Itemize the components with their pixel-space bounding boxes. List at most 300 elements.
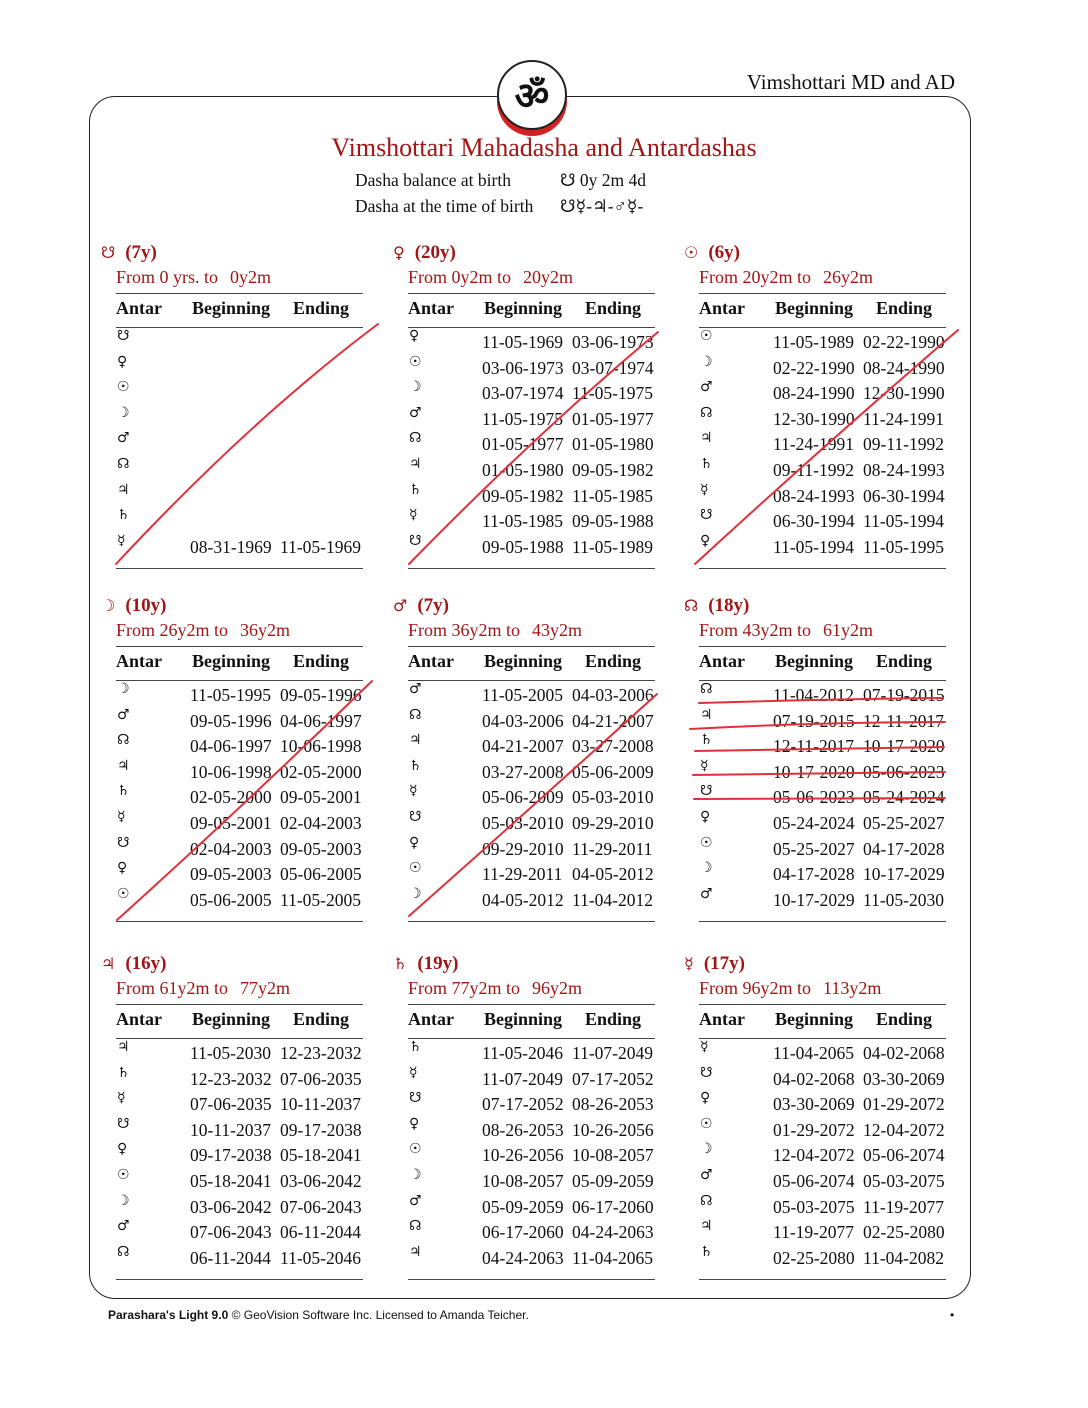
beginning-date: 08-26-2053 [482,1119,564,1140]
table-row [116,353,366,384]
table-row [408,456,658,486]
page-title: Vimshottari Mahadasha and Antardashas [331,133,757,162]
table-row [699,706,949,737]
table-row [699,532,949,563]
ending-date: 11-04-2082 [863,1247,945,1268]
block-years: (17y) [703,953,745,974]
block-range [408,620,582,641]
beginning-date: 11-05-1985 [482,511,564,532]
balance-value: ☋ 0y 2m 4d [560,170,647,190]
ending-date: 11-05-2005 [280,889,362,910]
block-years: (18y) [708,595,750,616]
ending-date: 09-11-1992 [863,434,945,455]
beginning-date: 03-27-2008 [482,761,564,782]
beginning-date: 02-25-2080 [773,1247,855,1268]
table-row [116,809,366,839]
planet-icon: ♃ [409,1243,422,1260]
ending-date: 11-07-2049 [572,1043,654,1063]
planet-icon: ☽ [117,681,130,697]
divider [408,1038,655,1039]
beginning-date: 12-23-2032 [190,1068,272,1089]
table-row [408,732,658,762]
beginning-date: 05-24-2024 [773,813,855,833]
table-row [408,706,658,737]
planet-icon: ♄ [393,954,408,973]
beginning-date: 09-17-2038 [190,1145,272,1166]
block-from: From 61y2m to [116,978,229,998]
block-heading [101,953,167,975]
block-from: From 0y2m to [408,267,512,287]
beginning-date: 12-11-2017 [773,736,855,757]
table-row [116,404,366,435]
planet-icon: ♂ [700,885,713,902]
col-antar: Antar [699,1009,745,1029]
ending-date: 09-05-1982 [572,460,654,480]
table-row [116,1218,366,1248]
ending-date: 10-08-2057 [572,1145,654,1166]
block-to: 113y2m [823,978,882,998]
col-beginning: Beginning [484,651,563,671]
ending-date: 04-05-2012 [572,864,654,885]
beginning-date: 11-05-1975 [482,408,564,429]
col-beginning: Beginning [484,298,563,318]
table-row [116,456,366,486]
block-range [408,267,573,288]
ending-date: 01-29-2072 [863,1094,945,1115]
planet-icon: ☽ [117,1192,130,1209]
ending-date: 10-11-2037 [280,1094,362,1115]
planet-icon: ☽ [409,1167,422,1183]
table-row [116,1141,366,1171]
planet-icon: ☿ [409,783,418,800]
dasha-block [393,242,658,572]
table-row [116,706,366,737]
block-to: 0y2m [230,267,272,287]
ending-date: 11-05-1985 [572,485,654,506]
table-row [699,1064,949,1095]
table-row [116,732,366,762]
divider [408,680,655,681]
block-heading [393,953,459,975]
planet-icon: ♀ [700,1090,711,1107]
ending-date: 12-04-2072 [863,1119,945,1140]
ending-date: 05-06-2074 [863,1145,945,1166]
divider [116,680,363,681]
divider [408,568,655,569]
block-years: (7y) [125,242,157,263]
ending-date: 05-06-2023 [863,761,945,782]
col-beginning: Beginning [192,1009,271,1029]
divider [408,1279,655,1280]
planet-icon: ☿ [409,1064,418,1081]
col-ending: Ending [293,298,350,318]
planet-icon: ☋ [117,328,130,344]
block-years: (10y) [125,595,167,616]
planet-icon: ☊ [117,456,130,472]
table-row [408,1192,658,1223]
block-heading [684,953,745,975]
ending-date: 08-24-1990 [863,357,945,378]
beginning-date: 11-07-2049 [482,1068,564,1089]
table-row [116,885,366,916]
beginning-date: 09-11-1992 [773,460,855,480]
beginning-date: 02-22-1990 [773,357,855,378]
ending-date: 11-05-2046 [280,1247,362,1268]
table-row [699,1090,949,1120]
planet-icon: ☽ [700,353,713,370]
block-range [699,978,881,999]
planet-icon: ☿ [117,532,126,549]
planet-icon: ☋ [117,1115,130,1132]
table-row [116,507,366,537]
divider [699,327,946,328]
planet-icon: ♀ [700,809,711,825]
dasha-block [684,595,949,925]
table-row [699,1115,949,1146]
ending-date: 02-22-1990 [863,332,945,352]
ending-date: 12-23-2032 [280,1043,362,1063]
planet-icon: ☉ [684,243,699,262]
planet-icon: ☽ [409,379,422,396]
planet-icon: ☊ [700,681,713,697]
table-row [408,404,658,435]
table-row [116,1192,366,1223]
planet-icon: ♀ [117,1141,128,1158]
table-row [408,1115,658,1146]
ending-date: 03-06-2042 [280,1171,362,1191]
ending-date: 07-06-2043 [280,1196,362,1217]
beginning-date: 09-05-2001 [190,813,272,833]
table-row [408,681,658,711]
block-range [116,620,290,641]
table-row [699,681,949,711]
col-ending: Ending [293,1009,350,1029]
footer-text: © GeoVision Software Inc. Licensed to Amanda Teicher. [228,1308,529,1322]
planet-icon: ☿ [700,757,709,774]
planet-icon: ☉ [700,1115,713,1132]
block-heading [101,595,167,617]
table-row [116,834,366,865]
beginning-date: 07-17-2052 [482,1094,564,1115]
ending-date: 11-05-1995 [863,536,945,557]
planet-icon: ♀ [409,1115,420,1132]
table-row [699,1192,949,1223]
beginning-date: 04-03-2006 [482,710,564,731]
divider [699,568,946,569]
table-row [699,732,949,762]
beginning-date: 07-19-2015 [773,710,855,731]
block-from: From 43y2m to [699,620,812,640]
table-row [699,834,949,865]
planet-icon: ♃ [700,430,713,447]
planet-icon: ☋ [409,532,422,549]
planet-icon: ☉ [700,328,713,344]
ending-date: 09-05-2001 [280,787,362,808]
table-row [116,1115,366,1146]
table-row [116,757,366,788]
beginning-date: 08-31-1969 [190,536,272,557]
planet-icon: ♄ [117,1064,130,1081]
divider [699,921,946,922]
col-beginning: Beginning [192,298,271,318]
beginning-date: 01-29-2072 [773,1119,855,1140]
planet-icon: ☋ [409,809,422,825]
planet-icon: ☉ [409,1141,422,1158]
planet-icon: ♄ [700,732,713,749]
planet-icon: ☊ [117,1243,130,1260]
table-row [408,1167,658,1197]
table-row [408,1218,658,1248]
dasha-block [684,953,949,1283]
block-range [699,267,873,288]
divider [699,680,946,681]
planet-icon: ♃ [117,1039,130,1055]
block-from: From 77y2m to [408,978,521,998]
dasha-block [393,595,658,925]
beginning-date: 06-11-2044 [190,1247,272,1268]
table-row [699,328,949,358]
table-row [116,1243,366,1274]
dasha-block [684,242,949,572]
beginning-date: 06-17-2060 [482,1222,564,1243]
table-row [116,532,366,563]
block-from: From 96y2m to [699,978,812,998]
planet-icon: ♂ [393,596,408,615]
ending-date: 12-11-2017 [863,710,945,731]
dasha-block [101,595,366,925]
divider [408,327,655,328]
ending-date: 01-05-1977 [572,408,654,429]
col-ending: Ending [876,298,933,318]
table-row [699,809,949,839]
beginning-date: 04-17-2028 [773,864,855,885]
block-from: From 20y2m to [699,267,812,287]
table-row [408,1243,658,1274]
table-row [408,481,658,512]
beginning-date: 05-06-2074 [773,1171,855,1191]
ending-date: 04-24-2063 [572,1222,654,1243]
table-row [408,1090,658,1120]
planet-icon: ☋ [700,783,713,800]
planet-icon: ♄ [409,1039,422,1055]
divider [699,293,946,294]
divider [116,1038,363,1039]
block-years: (6y) [708,242,740,263]
table-row [408,1141,658,1171]
planet-icon: ☽ [117,404,130,421]
beginning-date: 07-06-2035 [190,1094,272,1115]
table-row [116,1090,366,1120]
ending-date: 11-29-2011 [572,838,653,859]
ending-date: 11-05-1975 [572,383,654,404]
time-label: Dasha at the time of birth [355,196,534,216]
beginning-date: 09-29-2010 [482,838,564,859]
divider [116,1004,363,1005]
planet-icon: ♀ [117,353,128,370]
block-years: (7y) [417,595,449,616]
beginning-date: 04-02-2068 [773,1068,855,1089]
divider [408,921,655,922]
ending-date: 06-30-1994 [863,485,945,506]
planet-icon: ☊ [409,1218,422,1235]
block-years: (20y) [414,242,456,263]
col-antar: Antar [699,298,745,318]
beginning-date: 12-04-2072 [773,1145,855,1166]
table-row [699,1141,949,1171]
dasha-block [101,242,366,572]
table-row [116,681,366,711]
planet-icon: ♂ [117,1218,130,1235]
planet-icon: ♂ [700,379,713,396]
planet-icon: ♂ [117,430,130,447]
divider [116,327,363,328]
beginning-date: 11-05-1995 [190,685,272,705]
col-ending: Ending [876,651,933,671]
beginning-date: 03-07-1974 [482,383,564,404]
beginning-date: 11-19-2077 [773,1222,855,1243]
planet-icon: ☽ [700,860,713,877]
block-range [116,267,271,288]
ending-date: 11-05-2030 [863,889,945,910]
beginning-date: 09-05-2003 [190,864,272,885]
beginning-date: 07-06-2043 [190,1222,272,1243]
table-row [699,1218,949,1248]
planet-icon: ☿ [117,809,126,825]
table-row [699,481,949,512]
ending-date: 07-06-2035 [280,1068,362,1089]
planet-icon: ♀ [409,328,420,344]
table-row [116,481,366,512]
col-beginning: Beginning [484,1009,563,1029]
ending-date: 10-17-2029 [863,864,945,885]
planet-icon: ☉ [117,379,130,396]
table-row [699,353,949,384]
ending-date: 04-02-2068 [863,1043,945,1063]
planet-icon: ☋ [700,507,713,524]
planet-icon: ☋ [101,243,116,262]
planet-icon: ☉ [117,1167,130,1183]
ending-date: 11-04-2012 [572,889,654,910]
block-from: From 36y2m to [408,620,521,640]
ending-date: 04-03-2006 [572,685,654,705]
col-antar: Antar [408,1009,454,1029]
beginning-date: 11-04-2012 [773,685,855,705]
block-to: 20y2m [523,267,574,287]
ending-date: 06-11-2044 [280,1222,362,1243]
planet-icon: ♃ [117,481,130,498]
table-row [408,430,658,460]
table-row [116,1167,366,1197]
ending-date: 03-30-2069 [863,1068,945,1089]
col-ending: Ending [585,1009,642,1029]
balance-line [355,170,647,191]
planet-icon: ♃ [409,456,422,472]
page-header-title: Vimshottari MD and AD [746,70,955,94]
block-heading [101,242,157,264]
planet-icon: ♄ [409,481,422,498]
divider [408,646,655,647]
planet-icon: ☋ [409,1090,422,1107]
beginning-date: 10-26-2056 [482,1145,564,1166]
beginning-date: 11-05-1969 [482,332,564,352]
footer [108,1308,529,1322]
beginning-date: 10-11-2037 [190,1119,272,1140]
planet-icon: ☽ [409,885,422,902]
dasha-block [393,953,658,1283]
beginning-date: 05-06-2009 [482,787,564,808]
planet-icon: ♄ [700,1243,713,1260]
divider [408,293,655,294]
ending-date: 02-05-2000 [280,761,362,782]
col-antar: Antar [116,298,162,318]
planet-icon: ♄ [409,757,422,774]
col-antar: Antar [699,651,745,671]
ending-date: 03-27-2008 [572,736,654,757]
planet-icon: ☿ [700,481,709,498]
table-row [408,1064,658,1095]
beginning-date: 10-06-1998 [190,761,272,782]
col-ending: Ending [585,298,642,318]
beginning-date: 11-05-2030 [190,1043,272,1063]
planet-icon: ♀ [409,834,420,851]
beginning-date: 05-03-2075 [773,1196,855,1217]
block-from: From 0 yrs. to [116,267,219,287]
beginning-date: 04-21-2007 [482,736,564,757]
ending-date: 03-06-1973 [572,332,654,352]
table-row [408,757,658,788]
beginning-date: 11-05-1994 [773,536,855,557]
beginning-date: 03-06-1973 [482,357,564,378]
table-row [116,430,366,460]
table-row [699,456,949,486]
block-years: (16y) [125,953,167,974]
beginning-date: 05-18-2041 [190,1171,272,1191]
beginning-date: 05-03-2010 [482,813,564,833]
beginning-date: 09-05-1996 [190,710,272,731]
block-heading [684,242,740,264]
table-row [699,757,949,788]
col-beginning: Beginning [775,651,854,671]
table-row [116,1064,366,1095]
beginning-date: 05-06-2005 [190,889,272,910]
beginning-date: 05-06-2023 [773,787,855,808]
block-to: 77y2m [240,978,291,998]
planet-icon: ♀ [393,243,405,262]
planet-icon: ☿ [684,954,694,973]
block-heading [393,242,456,264]
divider [408,1004,655,1005]
col-ending: Ending [585,651,642,671]
planet-icon: ♄ [117,783,130,800]
planet-icon: ☊ [700,1192,713,1209]
ending-date: 11-24-1991 [863,408,945,429]
ending-date: 09-05-1988 [572,511,654,532]
ending-date: 04-17-2028 [863,838,945,859]
balance-label: Dasha balance at birth [355,170,511,190]
planet-icon: ☊ [700,404,713,421]
table-row [116,1039,366,1069]
divider [116,568,363,569]
ending-date: 02-25-2080 [863,1222,945,1243]
planet-icon: ☊ [409,706,422,723]
planet-icon: ☊ [684,596,699,615]
table-row [408,532,658,563]
table-row [408,783,658,813]
ending-date: 11-05-1969 [280,536,362,557]
beginning-date: 05-09-2059 [482,1196,564,1217]
ending-date: 05-03-2075 [863,1171,945,1191]
ending-date: 09-17-2038 [280,1119,362,1140]
